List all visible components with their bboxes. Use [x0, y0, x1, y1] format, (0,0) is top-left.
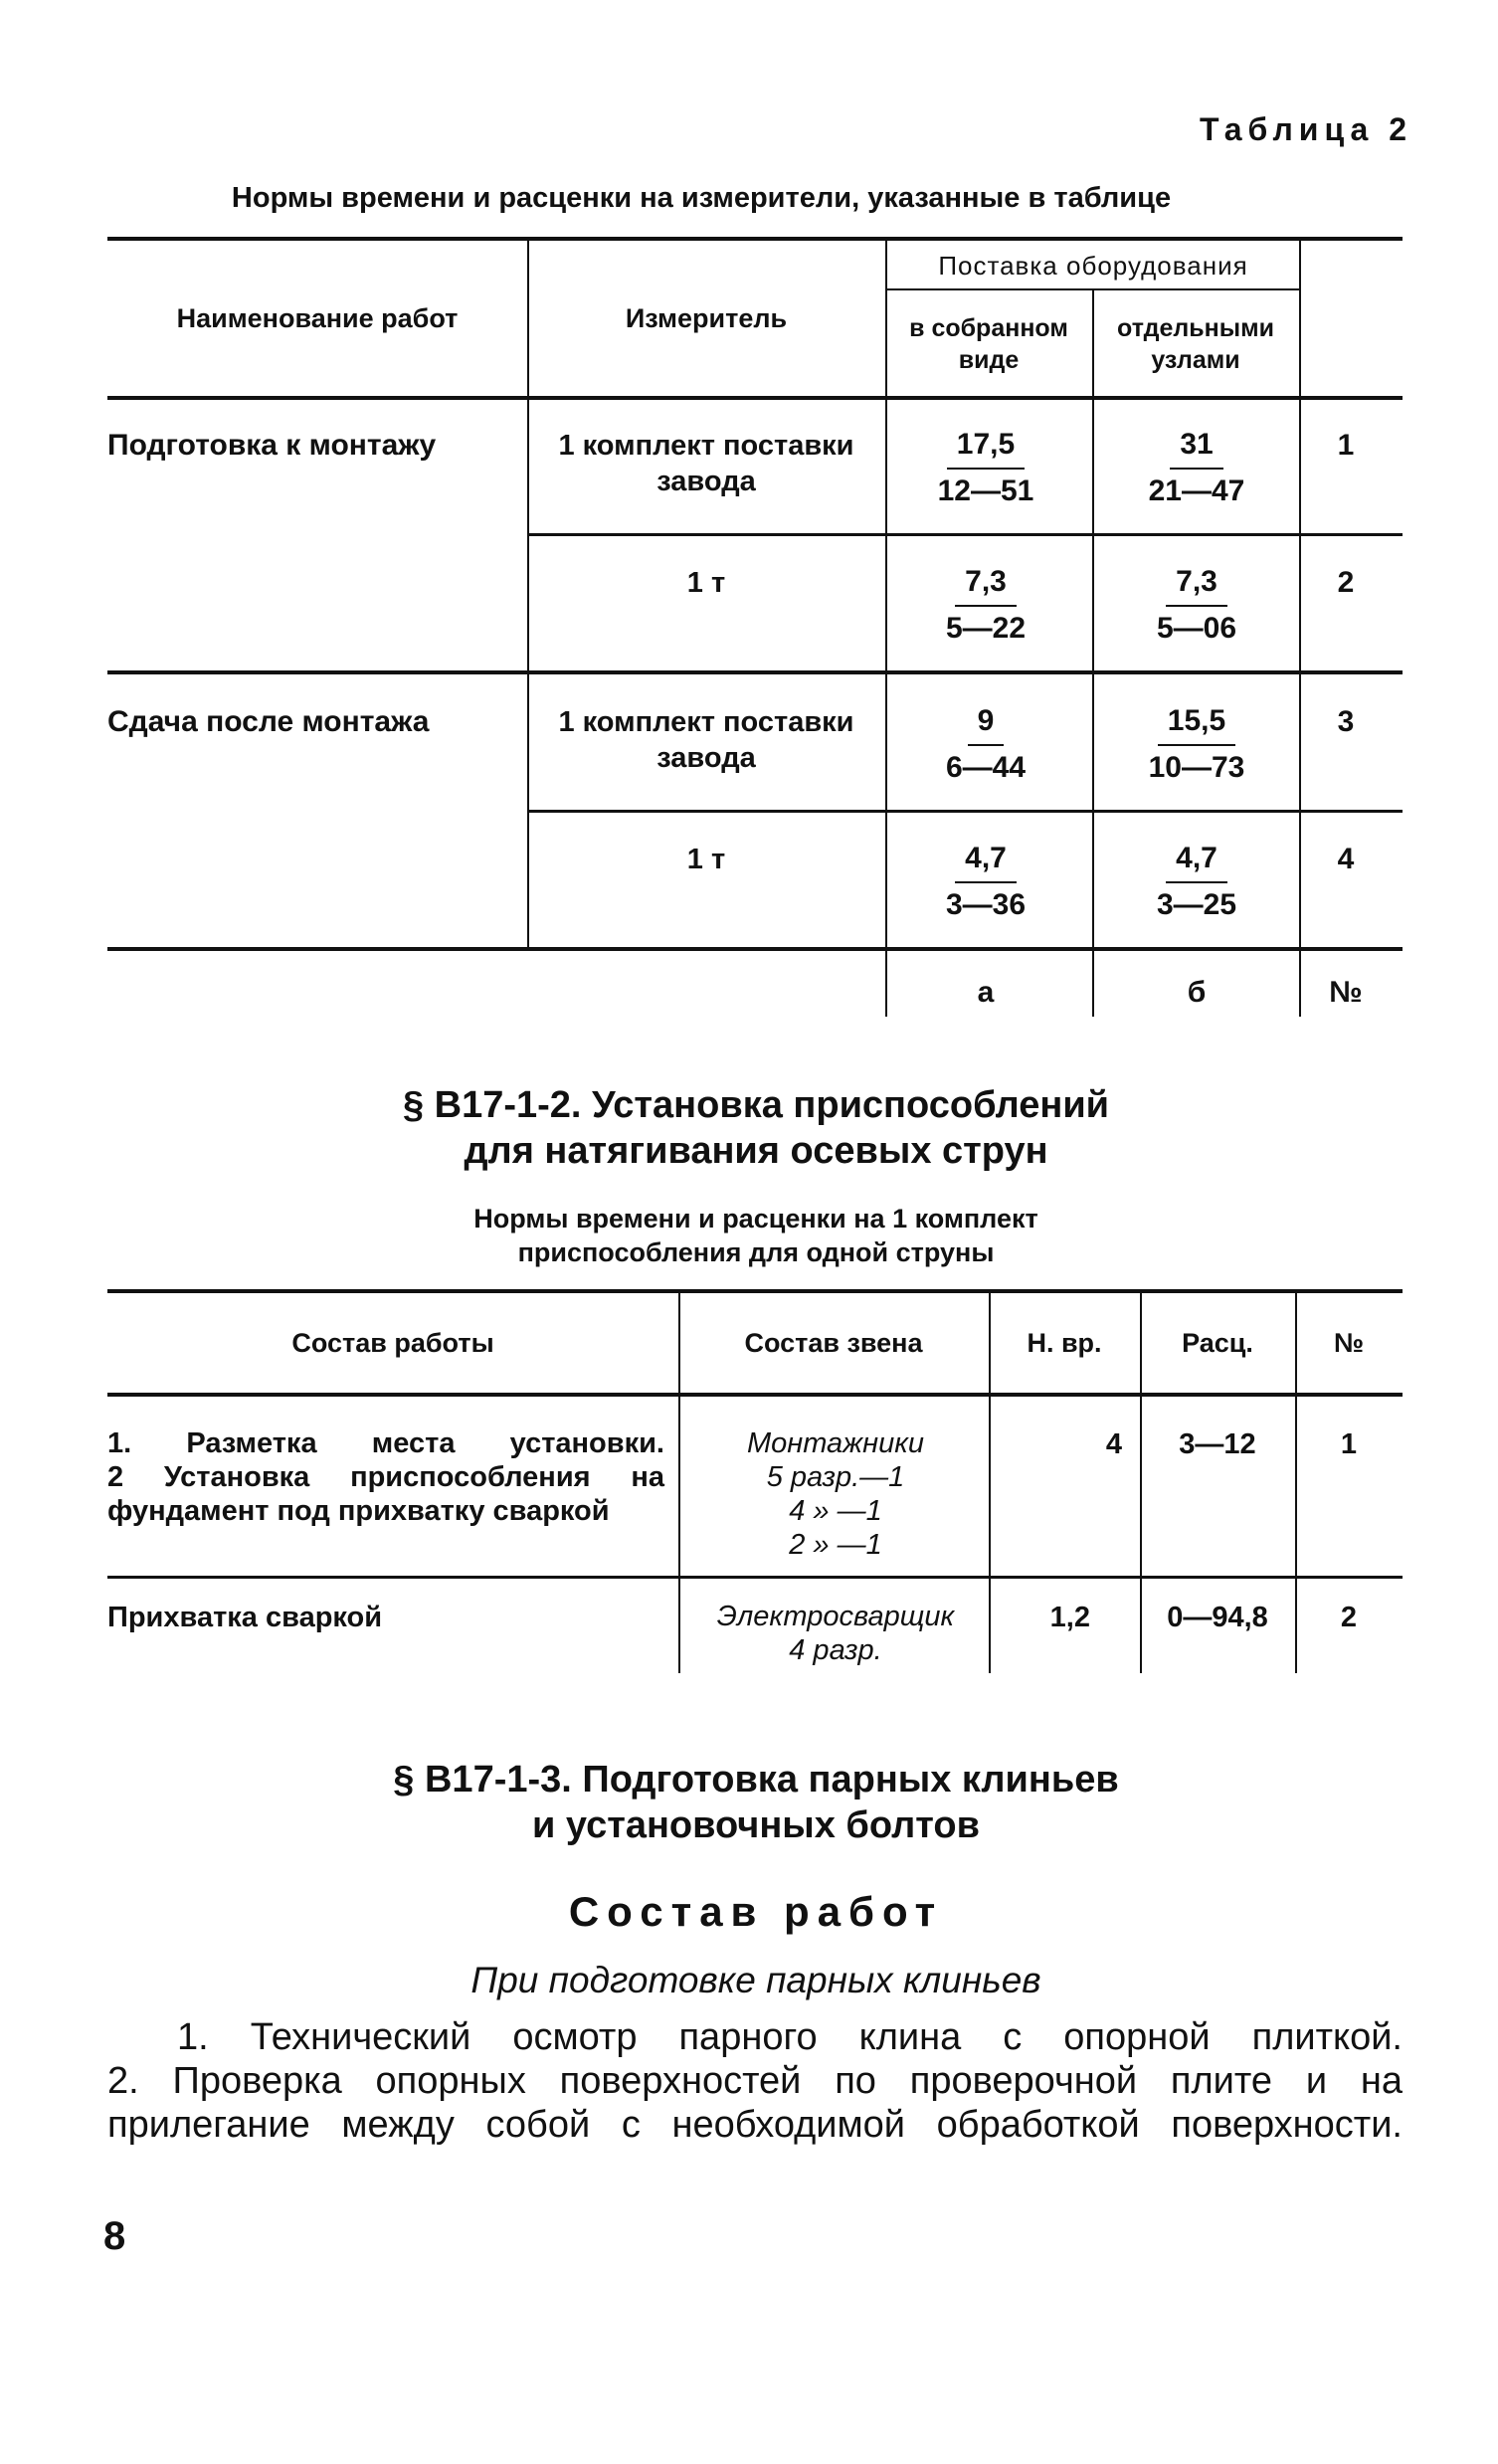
row3-work: Сдача после монтажа: [107, 705, 430, 738]
footer-col-b: б: [1187, 976, 1207, 1009]
header-separate: отдельными узлами: [1117, 314, 1274, 374]
s2-row2-work: Прихватка сваркой: [107, 1602, 383, 1633]
row3-number: 3: [1337, 705, 1355, 738]
row1-fraction-a: $\frac{17,5}{12—51}$: [937, 428, 1034, 507]
row1-work: Подготовка к монтажу: [107, 429, 437, 462]
header-norm: Н. вр.: [1027, 1328, 1102, 1358]
header-work: Состав работы: [291, 1328, 494, 1358]
s2-row2-norm: 1,2: [1049, 1602, 1090, 1633]
footer-col-no: №: [1329, 976, 1363, 1009]
s2-row1-norm: 4: [1105, 1428, 1122, 1460]
row2-measure: 1 т: [686, 567, 726, 599]
row2-fraction-a: $\frac{7,3}{5—22}$: [945, 565, 1027, 645]
row4-fraction-b: $\frac{4,7}{3—25}$: [1156, 842, 1237, 921]
header-measure: Измеритель: [625, 303, 788, 333]
section3-paragraph: 1. Технический осмотр парного клина с опорной плиткой. 2. Проверка опорных поверхностей по проверочной плите и на прилегание между собой с необходимой обработкой поверхности.: [107, 2016, 1403, 2146]
row3-measure: 1 комплект поставки завода: [558, 706, 854, 774]
header-delivery: Поставка оборудования: [938, 251, 1248, 281]
row2-number: 2: [1337, 566, 1355, 599]
section3-italic-subheading: При подготовке парных клиньев: [470, 1960, 1041, 2000]
section2-heading: § В17-1-2. Установка приспособлений для натягивания осевых струн: [402, 1084, 1110, 1172]
row4-number: 4: [1337, 843, 1355, 875]
section3-heading: § В17-1-3. Подготовка парных клиньев и установочных болтов: [393, 1759, 1119, 1846]
row3-fraction-b: $\frac{15,5}{10—73}$: [1148, 704, 1245, 784]
header-crew: Состав звена: [744, 1328, 923, 1358]
header-price: Расц.: [1182, 1328, 1253, 1358]
header-number: №: [1333, 1328, 1365, 1358]
row4-fraction-a: $\frac{4,7}{3—36}$: [945, 842, 1027, 921]
table-caption: Нормы времени и расценки на измерители, указанные в таблице: [231, 182, 1172, 214]
row2-fraction-b: $\frac{7,3}{5—06}$: [1156, 565, 1237, 645]
table-label: Таблица 2: [1199, 111, 1412, 147]
section3-subheading: Состав работ: [568, 1888, 944, 1935]
s2-row1-number: 1: [1340, 1428, 1358, 1460]
s2-row2-crew: Электросварщик 4 разр.: [716, 1601, 955, 1666]
row3-fraction-a: $\frac{9}{6—44}$: [945, 704, 1027, 784]
row4-measure: 1 т: [686, 844, 726, 875]
s2-row2-number: 2: [1340, 1602, 1358, 1633]
section2-caption: Нормы времени и расценки на 1 комплект приспособления для одной струны: [473, 1204, 1038, 1267]
header-work-name: Наименование работ: [176, 303, 459, 333]
header-assembled: в собранном виде: [909, 314, 1068, 374]
footer-col-a: а: [977, 976, 995, 1009]
row1-number: 1: [1337, 429, 1355, 462]
s2-row2-price: 0—94,8: [1167, 1602, 1268, 1633]
s2-row1-price: 3—12: [1179, 1428, 1256, 1460]
s2-row1-crew: Монтажники 5 разр.—1 4 » —1 2 » —1: [746, 1427, 925, 1561]
s2-row1-work: 1. Разметка места установки. 2 Установка приспособления на фундамент под прихватку сваркой: [107, 1427, 664, 1527]
page-number: 8: [103, 2214, 126, 2258]
row1-measure: 1 комплект поставки завода: [558, 430, 854, 497]
row1-fraction-b: $\frac{31}{21—47}$: [1148, 428, 1245, 507]
